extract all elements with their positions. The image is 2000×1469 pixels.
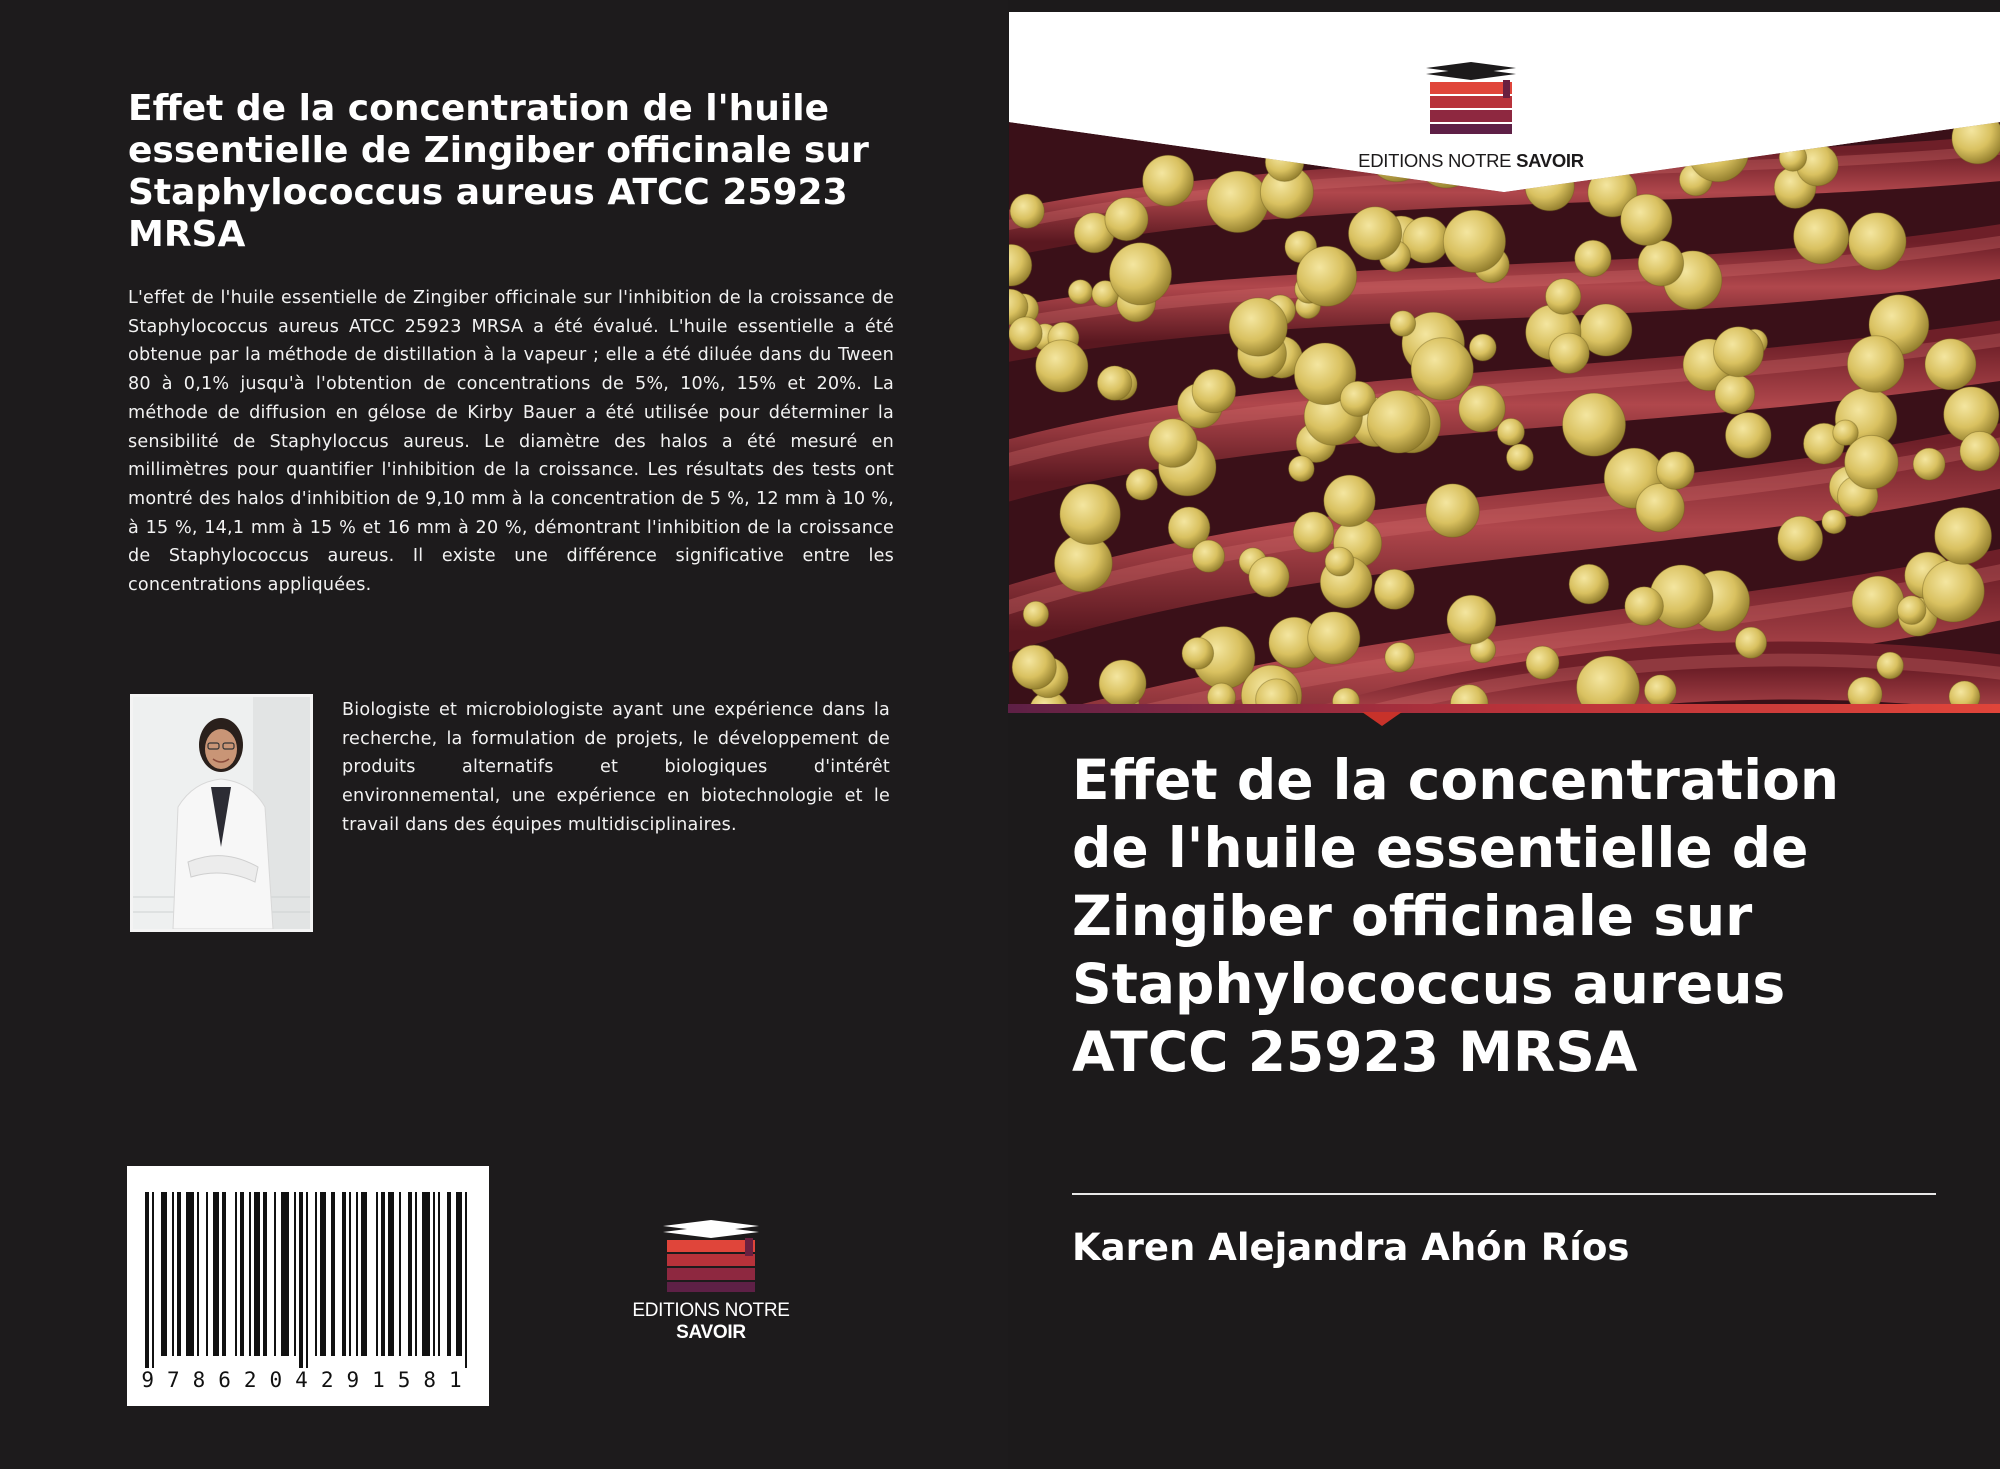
isbn-barcode <box>127 1166 489 1406</box>
front-publisher-logo <box>1358 60 1584 178</box>
isbn-digits: 9786204291581 <box>141 1368 475 1392</box>
cover-illustration <box>1009 12 2000 712</box>
front-cover-author: Karen Alejandra Ahón Ríos <box>1072 1226 1630 1269</box>
book-stack-icon <box>596 1218 826 1298</box>
back-publisher-logo <box>596 1218 826 1343</box>
back-publisher-name: EDITIONS NOTRE SAVOIR <box>632 1300 790 1343</box>
author-bio: Biologiste et microbiologiste ayant une expérience dans la recherche, la formulation de projets, le développement de produits alternatifs et biologiques d'intérêt environnemental, une expérience en biotechnologie et le travail dans des équipes multidisciplinaires. <box>342 700 890 835</box>
back-cover-abstract: L'effet de l'huile essentielle de Zingiber officinale sur l'inhibition de la croissance de Staphylococcus aureus ATCC 25923 MRSA a été évalué. L'huile essentielle a été obtenue par la méthode de distillation à la vapeur ; elle a été diluée dans du Tween 80 à 0,1% jusqu'à l'obtention de concentrations de 5%, 10%, 15% et 20%. La méthode de diffusion en gélose de Kirby Bauer a été utilisée pour déterminer la sensibilité de Staphyloccus aureus. Le diamètre des halos a été mesuré en millimètres pour quantifier l'inhibition de la croissance. Les résultats des tests ont montré des halos d'inhibition de 9,10 mm à la concentration de 5 %, 12 mm à 10 %, à 15 %, 14,1 mm à 15 % et 16 mm à 20 %, démontrant l'inhibition de la croissance de Staphylococcus aureus. Il existe une différence significative entre les concentrations appliquées. <box>128 288 894 596</box>
front-publisher-name: EDITIONS NOTRE SAVOIR <box>1358 150 1584 171</box>
book-stack-icon <box>1371 60 1571 140</box>
author-photo <box>130 694 313 932</box>
front-cover-title: Effet de la concentration de l'huile essentielle de Zingiber officinale sur Staphylococcus aureus ATCC 25923 MRSA <box>1072 748 1840 1084</box>
back-cover-title: Effet de la concentration de l'huile essentielle de Zingiber officinale sur Staphylococcus aureus ATCC 25923 MRSA <box>128 88 869 255</box>
divider <box>1072 1193 1936 1195</box>
accent-bar <box>1008 704 2000 726</box>
